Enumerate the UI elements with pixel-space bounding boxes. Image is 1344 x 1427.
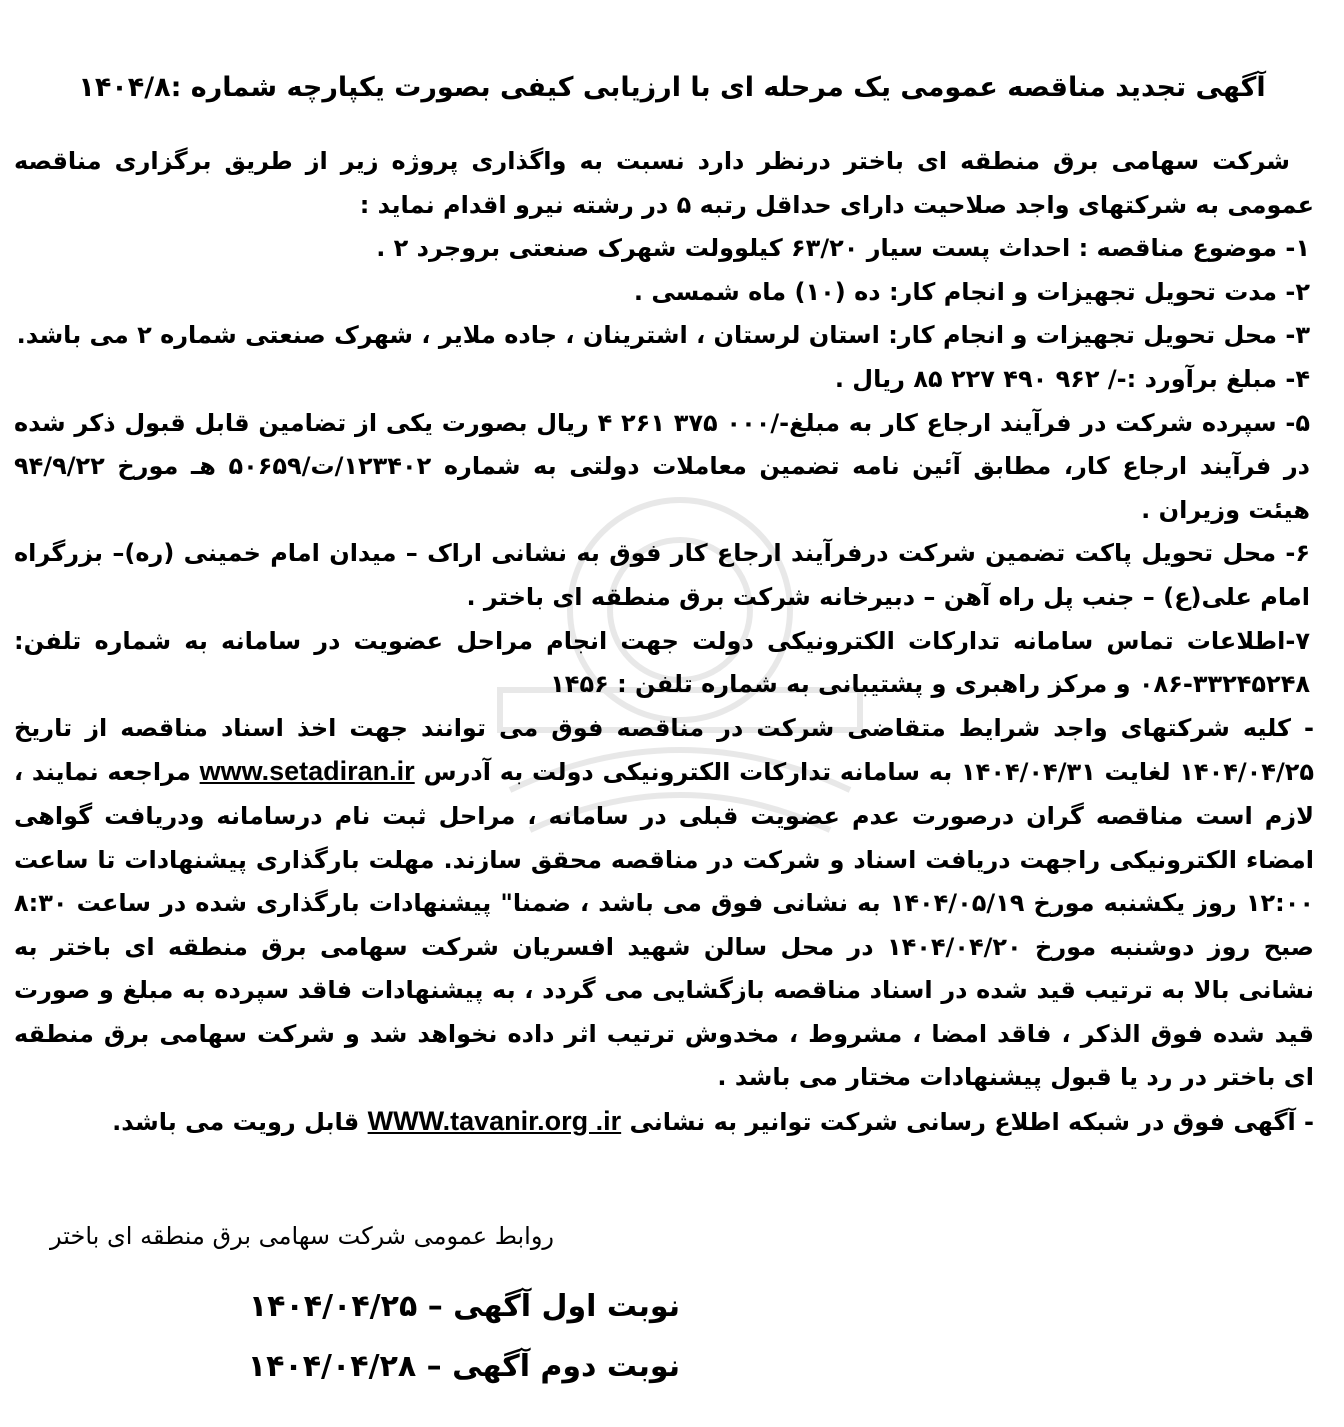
item-deposit: ۵- سپرده شرکت در فرآیند ارجاع کار به مبلغ-/۰۰۰ ۳۷۵ ۲۶۱ ۴ ریال بصورت یکی از تضامین قابل قبول ذکر شده در فرآیند ارجاع کار، مطابق آئین نامه تضمین معاملات دولتی به شماره ۱۲۳۴۰۲/ت/۵۰۶۵۹ هـ مورخ ۹۴/۹/۲۲ هیئت وزیران .: [14, 408, 1311, 524]
tavanir-text-after: قابل رویت می باشد.: [112, 1108, 360, 1137]
item-contact-info: ۷-اطلاعات تماس سامانه تدارکات الکترونیکی دولت جهت انجام مراحل عضویت در سامانه به شماره تلفن: ۳۳۲۴۵۲۴۸-۰۸۶ و مرکز راهبری و پشتیبانی به شماره تلفن : ۱۴۵۶: [14, 626, 1310, 699]
public-relations-signature: روابط عمومی شرکت سهامی برق منطقه ای باختر: [50, 1222, 554, 1250]
main-instructions-text-before: - کلیه شرکتهای واجد شرایط متقاضی شرکت در مناقصه فوق می توانند جهت اخذ اسناد مناقصه از تاریخ ۱۴۰۴/۰۴/۲۵ لغایت ۱۴۰۴/۰۴/۳۱ به سامانه تدارکات الکترونیکی دولت به آدرس: [14, 713, 1314, 787]
setadiran-link[interactable]: www.setadiran.ir: [199, 756, 415, 787]
tavanir-paragraph: [14, 1100, 1314, 1145]
main-instructions-paragraph: [14, 707, 1314, 1100]
tavanir-text-before: - آگهی فوق در شبکه اطلاع رسانی شرکت توانیر به نشانی: [629, 1108, 1314, 1137]
item-delivery-address: ۶- محل تحویل پاکت تضمین شرکت درفرآیند ارجاع کار فوق به نشانی اراک – میدان امام خمینی (ره)– بزرگراه امام علی(ع) – جنب پل راه آهن – دبیرخانه شرکت برق منطقه ای باختر .: [14, 539, 1310, 611]
intro-paragraph: شرکت سهامی برق منطقه ای باختر درنظر دارد نسبت به واگذاری پروژه زیر از طریق برگزاری مناقصه عمومی به شرکتهای واجد صلاحیت دارای حداقل رتبه ۵ در رشته نیرو اقدام نماید :: [14, 147, 1314, 219]
notice-title: آگهی تجدید مناقصه عمومی یک مرحله ای با ارزیابی کیفی بصورت یکپارچه شماره :۱۴۰۴/۸: [78, 72, 1266, 103]
tavanir-link[interactable]: WWW.tavanir.org .ir: [367, 1106, 622, 1137]
main-instructions-text-after: مراجعه نمایند ، لازم است مناقصه گران درصورت عدم عضویت قبلی در سامانه ، مراحل ثبت نام درسامانه ودریافت گواهی امضاء الکترونیکی راجهت دریافت اسناد و شرکت در مناقصه محقق سازند. مهلت بارگذاری پیشنهادات تا ساعت ۱۲:۰۰ روز یکشنبه مورخ ۱۴۰۴/۰۵/۱۹ به نشانی فوق می باشد ، ضمنا" پیشنهادات بارگذاری شده در ساعت ۸:۳۰ صبح روز دوشنبه مورخ ۱۴۰۴/۰۴/۲۰ در محل سالن شهید افسریان شرکت سهامی برق منطقه ای باختر به نشانی بالا به ترتیب قید شده در اسناد مناقصه بازگشایی می گردد ، به پیشنهادات فاقد سپرده به مبلغ و صورت قید شده فوق الذکر ، فاقد امضا ، مشروط ، مخدوش ترتیب اثر داده نخواهد شد و شرکت سهامی برق منطقه ای باختر در رد یا قبول پیشنهادات مختار می باشد .: [14, 758, 1315, 1092]
item-estimate: ۴- مبلغ برآورد :-/ ۹۶۲ ۴۹۰ ۲۲۷ ۸۵ ریال .: [834, 364, 1310, 393]
item-subject: ۱- موضوع مناقصه : احداث پست سیار ۶۳/۲۰ کیلوولت شهرک صنعتی بروجرد ۲ .: [376, 234, 1310, 263]
first-publication-date: نوبت اول آگهی – ۱۴۰۴/۰۴/۲۵: [248, 1289, 680, 1324]
second-publication-date: نوبت دوم آگهی – ۱۴۰۴/۰۴/۲۸: [247, 1349, 680, 1384]
notice-body: [14, 140, 1314, 1145]
item-duration: ۲- مدت تحویل تجهیزات و انجام کار: ده (۱۰) ماه شمسی .: [633, 277, 1310, 306]
item-location: ۳- محل تحویل تجهیزات و انجام کار: استان لرستان ، اشترینان ، جاده ملایر ، شهرک صنعتی شماره ۲ می باشد.: [16, 321, 1310, 350]
